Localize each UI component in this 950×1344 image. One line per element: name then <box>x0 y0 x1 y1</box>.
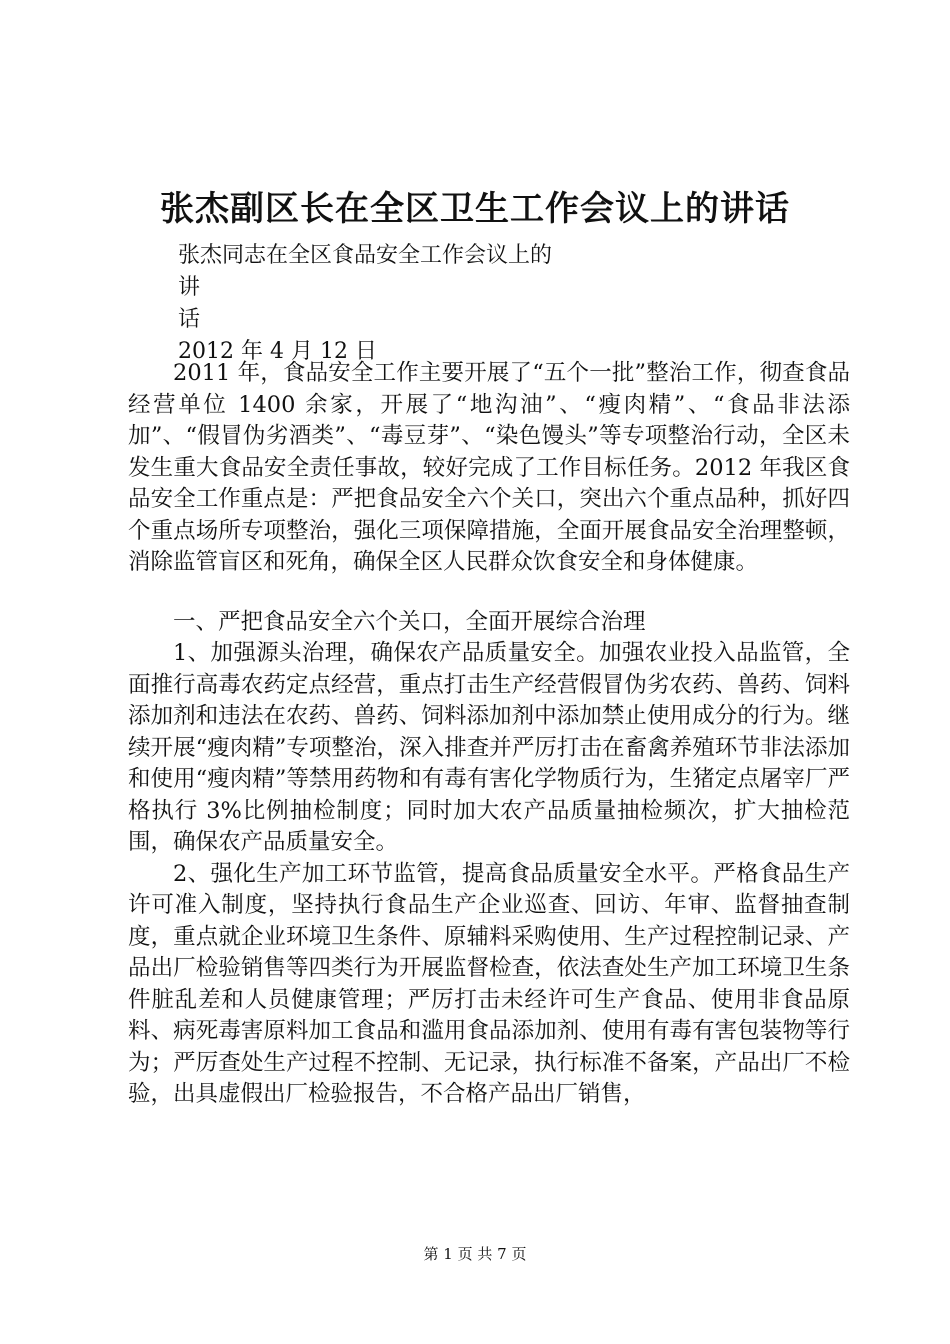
page-title: 张杰副区长在全区卫生工作会议上的讲话 <box>160 189 790 229</box>
subtitle-line: 讲 <box>178 275 201 300</box>
body-paragraph: 1、加强源头治理，确保农产品质量安全。加强农业投入品监管，全面推行高毒农药定点经营，重点打击生产经营假冒伪劣农药、兽药、饲料添加剂和违法在农药、兽药、饲料添加剂中添加禁止使用成分的行为。继续开展“瘦肉精”专项整治，深入排查并严厉打击在畜禽养殖环节非法添加和使用“瘦肉精”等禁用药物和有毒有害化学物质行为，生猪定点屠宰厂严格执行 3%比例抽检制度；同时加大农产品质量抽检频次，扩大抽检范围，确保农产品质量安全。 <box>128 640 850 855</box>
section-heading: 一、严把食品安全六个关口，全面开展综合治理 <box>173 608 646 635</box>
body-paragraph: 2、强化生产加工环节监管，提高食品质量安全水平。严格食品生产许可准入制度，坚持执行食品生产企业巡查、回访、年审、监督抽查制度，重点就企业环境卫生条件、原辅料采购使用、生产过程控制记录、产品出厂检验销售等四类行为开展监督检查，依法查处生产加工环境卫生条件脏乱差和人员健康管理；严厉打击未经许可生产食品、使用非食品原料、病死毒害原料加工食品和滥用食品添加剂、使用有毒有害包装物等行为；严厉查处生产过程不控制、无记录，执行标准不备案，产品出厂不检验，出具虚假出厂检验报告，不合格产品出厂销售， <box>128 860 850 1107</box>
document-body <box>128 358 850 1111</box>
intro-paragraph: 2011 年，食品安全工作主要开展了“五个一批”整治工作，彻查食品经营单位 1400 余家，开展了“地沟油”、“瘦肉精”、“食品非法添加”、“假冒伪劣酒类”、“毒豆芽”、“染色馒头”等专项整治行动，全区未发生重大食品安全责任事故，较好完成了工作目标任务。2012 年我区食品安全工作重点是：严把食品安全六个关口，突出六个重点品种，抓好四个重点场所专项整治，强化三项保障措施，全面开展食品安全治理整顿，消除监管盲区和死角，确保全区人民群众饮食安全和身体健康。 <box>128 360 850 575</box>
subtitle-line: 话 <box>178 307 201 332</box>
subtitle-line: 张杰同志在全区食品安全工作会议上的 <box>178 243 553 268</box>
subtitle-block <box>178 240 678 368</box>
page-footer: 第 1 页 共 7 页 <box>423 1245 527 1263</box>
speech-date: 2012 年 4 月 12 日 <box>178 339 377 364</box>
